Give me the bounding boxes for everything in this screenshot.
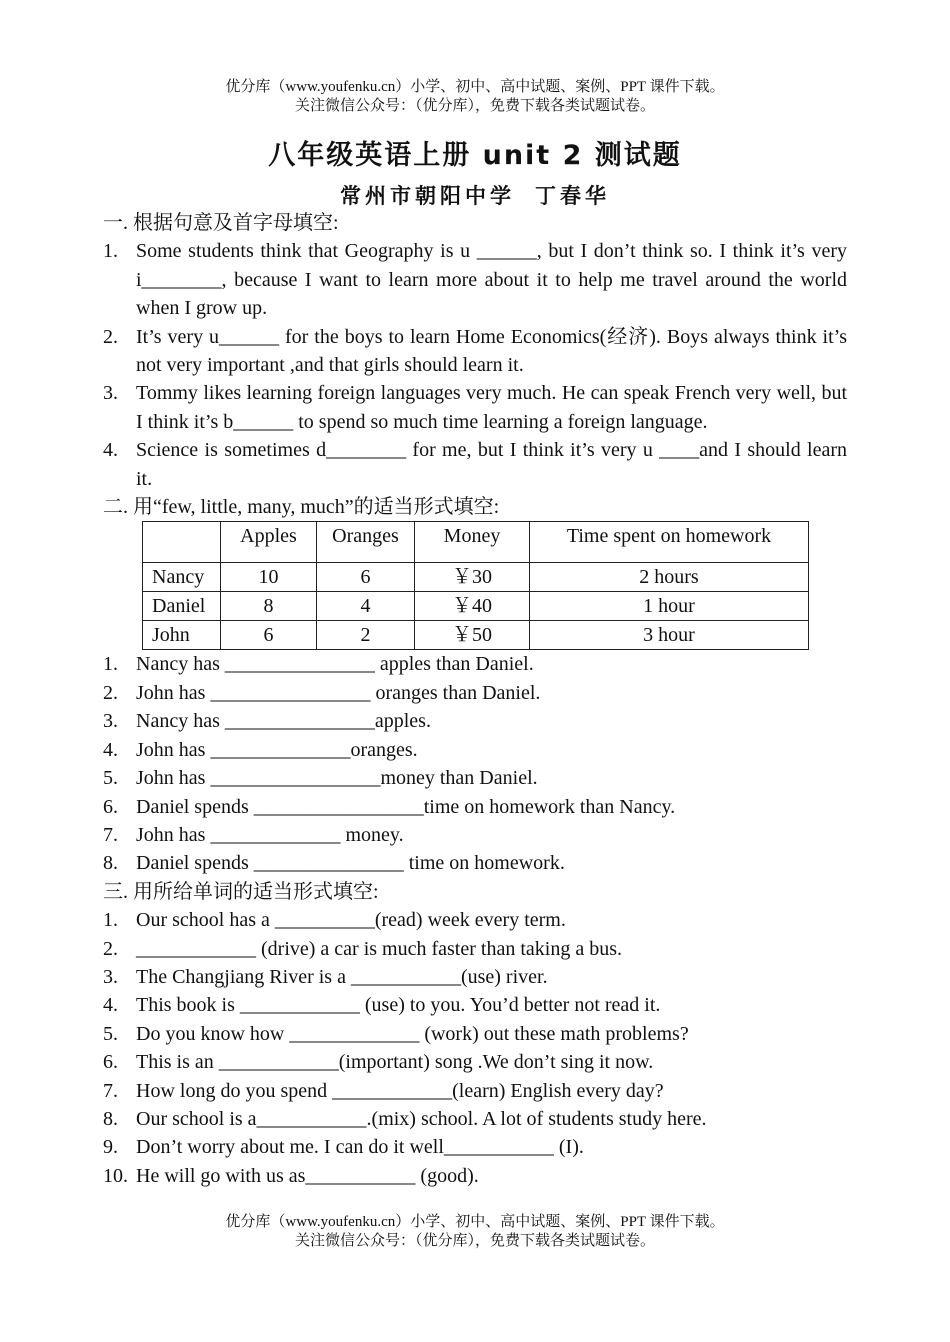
table-cell: 2 hours xyxy=(530,563,809,592)
table-cell: ￥40 xyxy=(415,592,530,621)
table-cell: 2 xyxy=(317,621,415,650)
exam-content xyxy=(103,209,847,1190)
item-text: This book is ____________ (use) to you. You’d better not read it. xyxy=(136,994,661,1017)
list-item xyxy=(103,323,847,380)
item-text: John has _____________ money. xyxy=(136,823,404,846)
table-header-cell: Money xyxy=(415,522,530,563)
item-number: 3. xyxy=(103,710,118,733)
item-number: 9. xyxy=(103,1136,118,1159)
footer-line-1: 优分库（www.youfenku.cn）小学、初中、高中试题、案例、PPT 课件下载。 xyxy=(225,1214,725,1230)
page-title: 八年级英语上册 unit 2 测试题 xyxy=(268,140,682,171)
item-number: 5. xyxy=(103,767,118,790)
item-number: 4. xyxy=(103,439,118,462)
table-cell: 1 hour xyxy=(530,592,809,621)
list-item xyxy=(103,935,847,963)
item-number: 6. xyxy=(103,1051,118,1074)
item-text: John has ________________ oranges than Daniel. xyxy=(136,681,541,704)
item-text: Our school is a___________.(mix) school. A lot of students study here. xyxy=(136,1107,707,1130)
table-row xyxy=(143,563,809,592)
table-cell: 10 xyxy=(221,563,317,592)
item-number: 8. xyxy=(103,852,118,875)
item-number: 7. xyxy=(103,1079,118,1102)
list-item xyxy=(103,237,847,322)
item-number: 2. xyxy=(103,937,118,960)
section-3-heading: 三. 用所给单词的适当形式填空: xyxy=(103,880,379,903)
list-item xyxy=(103,906,847,934)
list-item xyxy=(103,1105,847,1133)
item-number: 6. xyxy=(103,795,118,818)
table-cell: 6 xyxy=(221,621,317,650)
list-item xyxy=(103,1133,847,1161)
item-number: 2. xyxy=(103,681,118,704)
page-footer xyxy=(0,1213,950,1251)
item-text: It’s very u______ for the boys to learn Home Economics(经济). Boys always think it’s not very important ,and that girls should learn it. xyxy=(136,325,847,377)
item-text: Science is sometimes d________ for me, but I think it’s very u ____and I should learn it. xyxy=(136,439,847,490)
list-item xyxy=(103,764,847,792)
item-text: John has _________________money than Daniel. xyxy=(136,767,538,790)
table-cell: Nancy xyxy=(143,563,221,592)
table-cell: ￥30 xyxy=(415,563,530,592)
table-header-cell: Oranges xyxy=(317,522,415,563)
footer-line-2: 关注微信公众号：（优分库），免费下载各类试题试卷。 xyxy=(294,1233,655,1249)
item-number: 1. xyxy=(103,653,118,676)
item-number: 1. xyxy=(103,909,118,932)
item-number: 4. xyxy=(103,994,118,1017)
section-1-heading: 一. 根据句意及首字母填空: xyxy=(103,212,339,234)
list-item xyxy=(103,707,847,735)
item-text: This is an ____________(important) song .We don’t sing it now. xyxy=(136,1051,654,1074)
item-text: ____________ (drive) a car is much faster than taking a bus. xyxy=(136,937,622,960)
header-line-1: 优分库（www.youfenku.cn）小学、初中、高中试题、案例、PPT 课件下载。 xyxy=(225,79,725,95)
list-item xyxy=(103,1048,847,1076)
table-header-cell: Apples xyxy=(221,522,317,563)
list-item xyxy=(103,679,847,707)
school-name: 常州市朝阳中学 xyxy=(340,184,515,208)
section-3 xyxy=(103,878,847,1190)
item-text: Daniel spends _______________ time on homework. xyxy=(136,852,565,875)
list-item xyxy=(103,963,847,991)
item-text: The Changjiang River is a ___________(use) river. xyxy=(136,965,548,988)
list-item xyxy=(103,436,847,493)
item-number: 8. xyxy=(103,1107,118,1130)
section-2 xyxy=(103,493,847,878)
list-item xyxy=(103,736,847,764)
list-item xyxy=(103,793,847,821)
table-cell: ￥50 xyxy=(415,621,530,650)
item-text: Tommy likes learning foreign languages very much. He can speak French very well, but I think it’s b______ to spend so much time learning a foreign language. xyxy=(136,382,847,433)
list-item xyxy=(103,379,847,436)
item-number: 2. xyxy=(103,325,118,348)
item-number: 5. xyxy=(103,1022,118,1045)
list-item xyxy=(103,821,847,849)
item-number: 3. xyxy=(103,382,118,405)
list-item xyxy=(103,1020,847,1048)
page-header xyxy=(0,78,950,116)
table-header-cell xyxy=(143,522,221,563)
item-number: 7. xyxy=(103,823,118,846)
table-cell: John xyxy=(143,621,221,650)
item-number: 4. xyxy=(103,738,118,761)
table-cell: 4 xyxy=(317,592,415,621)
item-text: He will go with us as___________ (good). xyxy=(136,1164,479,1187)
table-cell: 6 xyxy=(317,563,415,592)
item-text: How long do you spend ____________(learn) English every day? xyxy=(136,1079,664,1102)
table-row xyxy=(143,592,809,621)
list-item xyxy=(103,650,847,678)
item-text: Nancy has _______________ apples than Daniel. xyxy=(136,653,534,676)
item-text: John has ______________oranges. xyxy=(136,738,418,761)
table-header-cell: Time spent on homework xyxy=(530,522,809,563)
table-cell: Daniel xyxy=(143,592,221,621)
item-text: Daniel spends _________________time on homework than Nancy. xyxy=(136,795,676,818)
table-cell: 3 hour xyxy=(530,621,809,650)
item-text: Some students think that Geography is u ______, but I don’t think so. I think it’s very i________, because I want to learn more about it to help me travel around the world when I grow up. xyxy=(136,240,847,320)
table-row xyxy=(143,621,809,650)
list-item xyxy=(103,1077,847,1105)
list-item xyxy=(103,991,847,1019)
item-text: Nancy has _______________apples. xyxy=(136,710,431,733)
page-subtitle xyxy=(0,180,950,210)
header-line-2: 关注微信公众号：（优分库），免费下载各类试题试卷。 xyxy=(294,98,655,114)
table-cell: 8 xyxy=(221,592,317,621)
data-table xyxy=(142,521,809,650)
section-1 xyxy=(103,209,847,493)
list-item xyxy=(103,1162,847,1190)
item-text: Do you know how _____________ (work) out these math problems? xyxy=(136,1022,689,1045)
item-text: Don’t worry about me. I can do it well___________ (I). xyxy=(136,1136,584,1159)
item-number: 1. xyxy=(103,240,118,263)
list-item xyxy=(103,849,847,877)
section-2-heading: 二. 用“few, little, many, much”的适当形式填空: xyxy=(103,496,500,519)
item-number: 10. xyxy=(103,1164,128,1187)
author-name: 丁春华 xyxy=(535,184,610,208)
item-number: 3. xyxy=(103,965,118,988)
item-text: Our school has a __________(read) week every term. xyxy=(136,909,566,932)
table-header-row xyxy=(143,522,809,563)
